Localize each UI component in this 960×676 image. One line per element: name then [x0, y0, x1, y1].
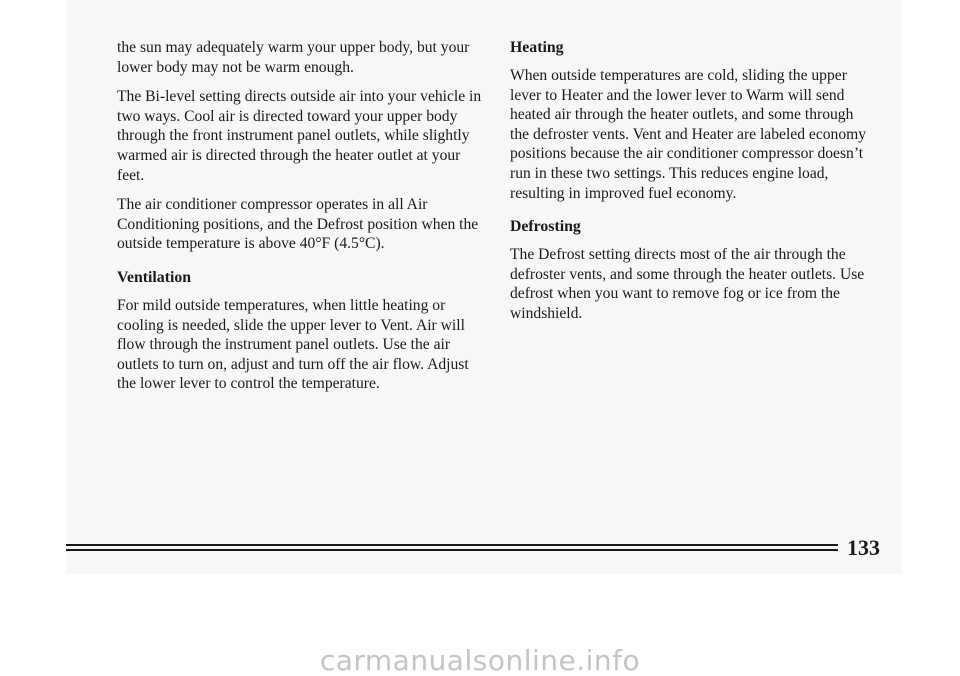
body-paragraph: The Bi-level setting directs outside air into your vehicle in two ways. Cool air is directed toward your upper body through the front instrument panel outlets, while slightly warmed air is directed through the heater outlet at your feet.: [117, 88, 482, 184]
watermark: carmanualsonline.info: [319, 644, 641, 676]
body-paragraph: the sun may adequately warm your upper body, but your lower body may not be warm enough.: [117, 39, 470, 76]
page-number: 133: [847, 535, 880, 560]
body-paragraph: The Defrost setting directs most of the air through the defroster vents, and some through the heater outlets. Use defrost when you want to remove fog or ice from the windshield.: [510, 246, 865, 322]
body-paragraph: For mild outside temperatures, when little heating or cooling is needed, slide the upper lever to Vent. Air will flow through the instrument panel outlets. Use the air outlets to turn on, adjust and turn off the air flow. Adjust the lower lever to control the temperature.: [117, 296, 469, 393]
section-heading-heating: Heating: [510, 39, 564, 56]
right-column: [510, 38, 875, 334]
body-paragraph: When outside temperatures are cold, sliding the upper lever to Heater and the lower lever to Warm will send heated air through the heater outlets, and some through the defroster vents. Vent and Heater are labeled economy positions because the air conditioner compressor doesn’t run in these two settings. This reduces engine load, resulting in improved fuel economy.: [510, 67, 867, 202]
body-paragraph: The air conditioner compressor operates in all Air Conditioning positions, and the Defrost position when the outside temperature is above 40°F (4.5°C).: [117, 196, 479, 253]
left-column: [117, 38, 487, 404]
footer-rule: [66, 544, 838, 546]
footer-rule: [66, 549, 838, 551]
section-heading-ventilation: Ventilation: [117, 268, 192, 286]
section-heading-defrosting: Defrosting: [510, 218, 581, 236]
